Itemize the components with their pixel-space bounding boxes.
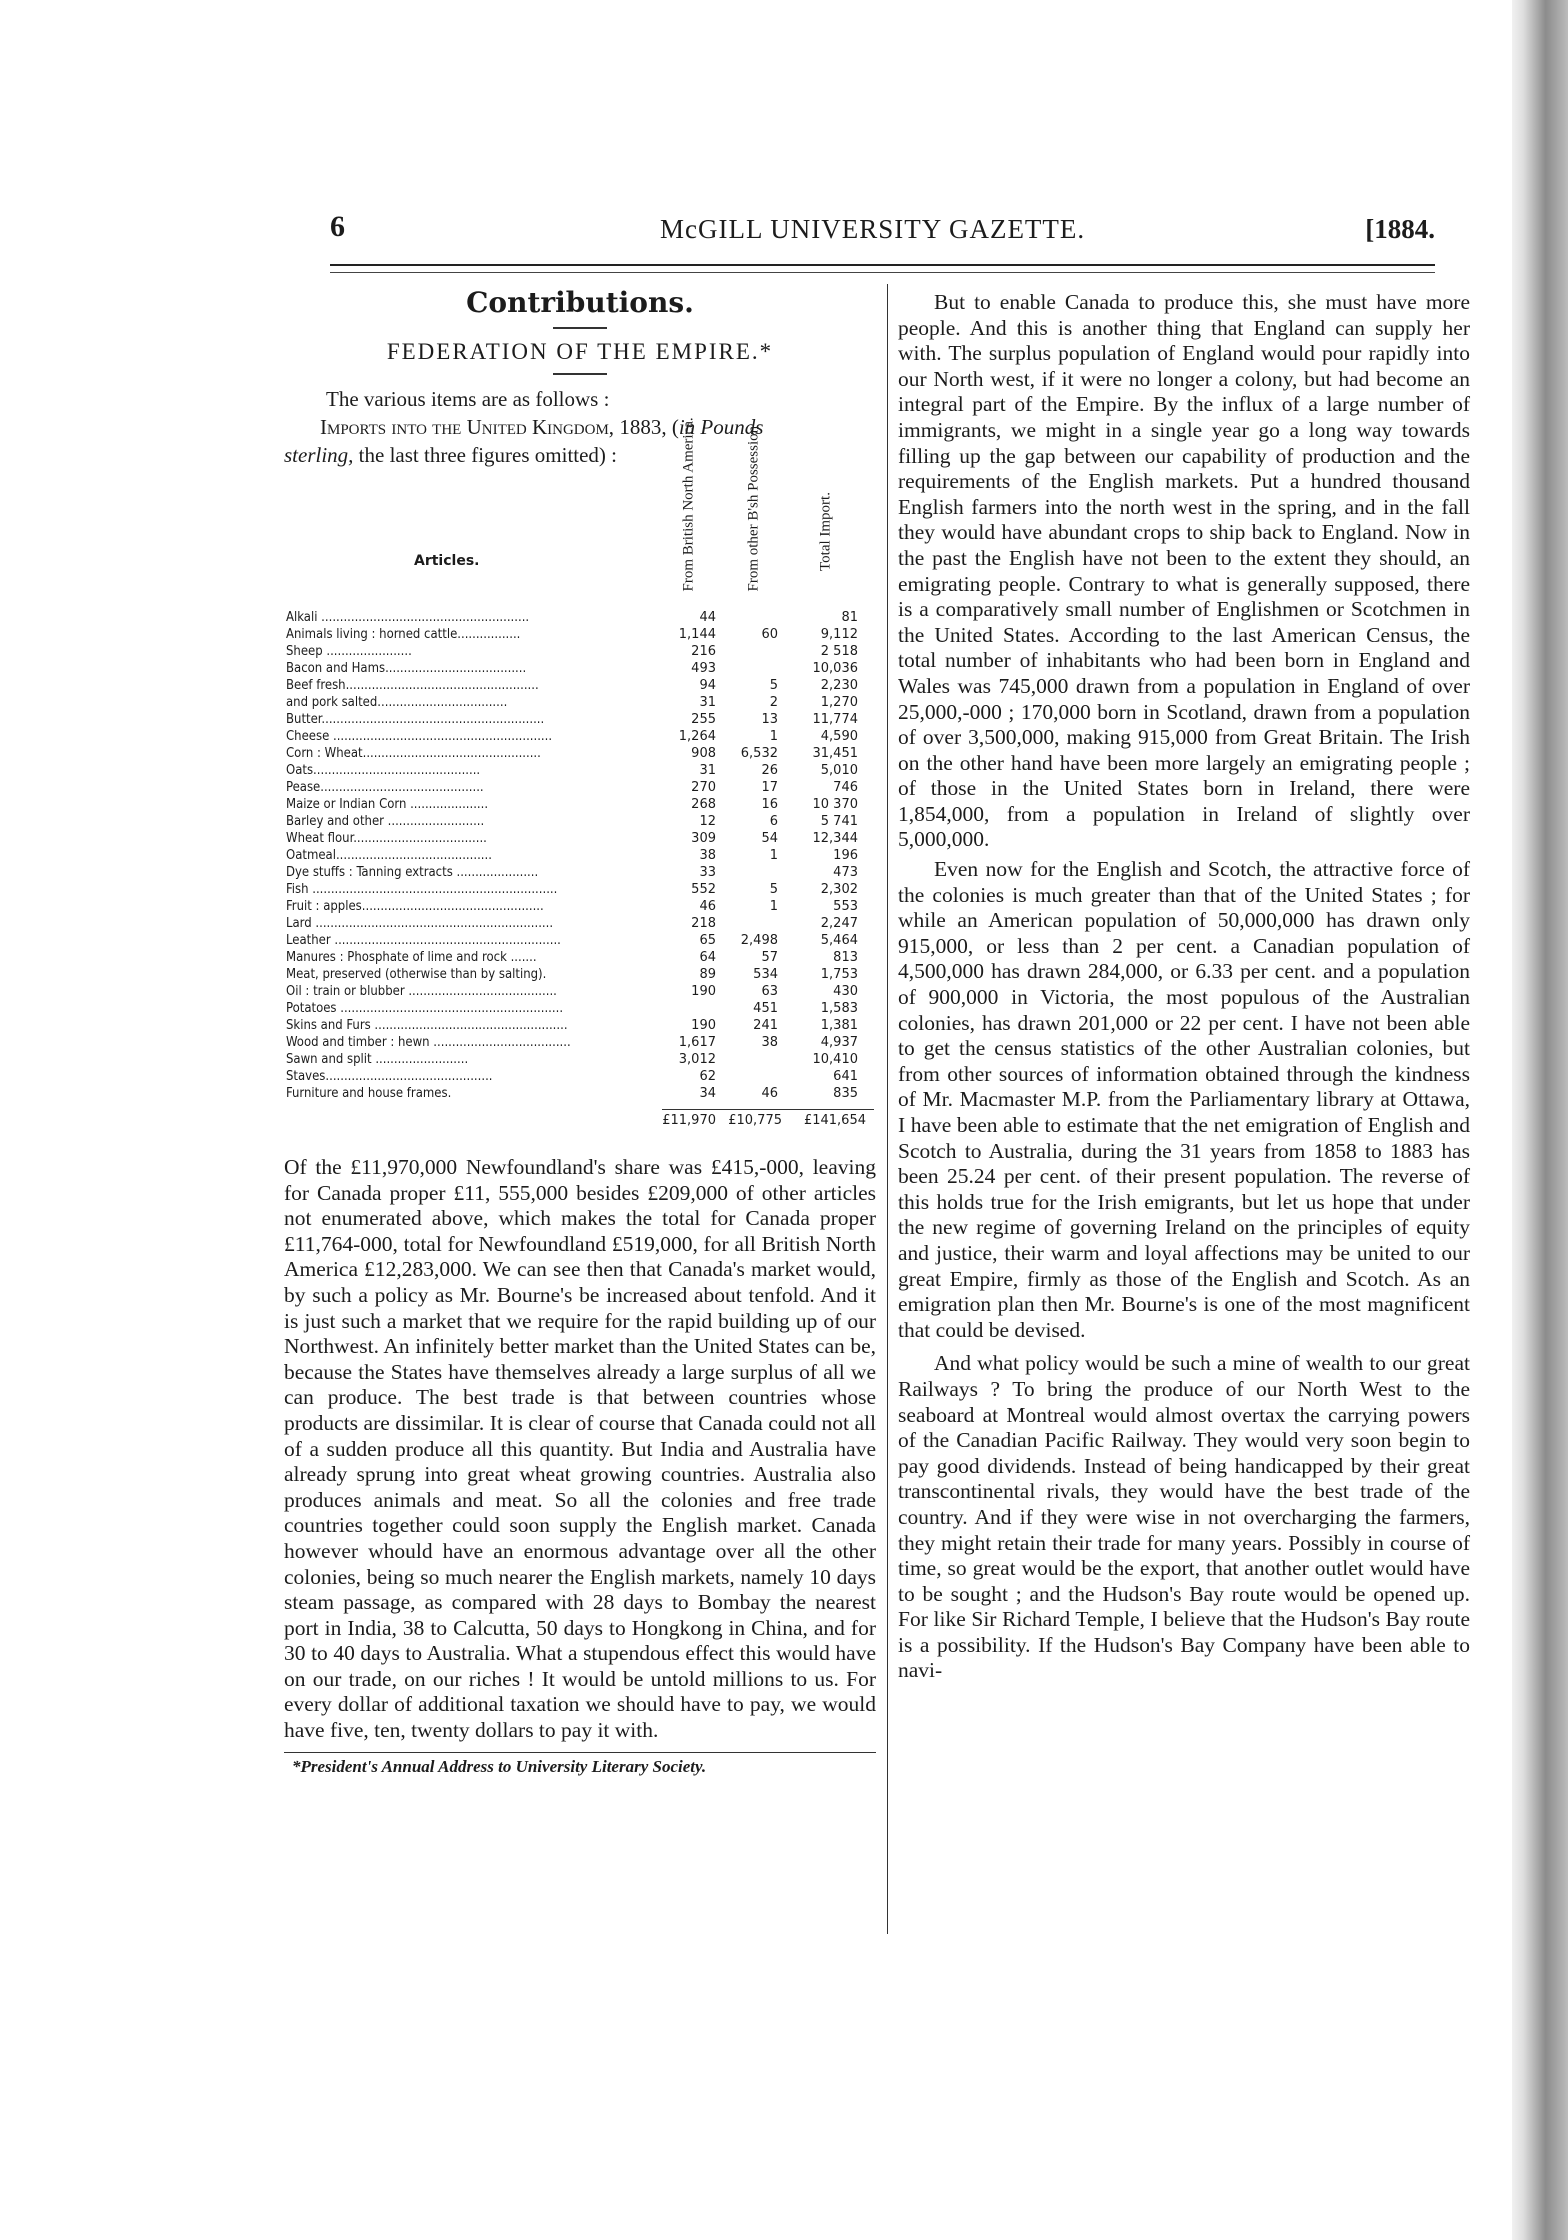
row-col2: 2 [769,695,778,710]
row-col3: 430 [833,984,858,999]
row-label: Fruit : apples................................................. [286,899,544,914]
row-label: Cheese ........................................................... [286,729,553,744]
row-col1: 190 [691,984,716,999]
col2-header: From other B'sh Possession [745,425,762,592]
title-rule [553,327,607,329]
row-col1: 89 [699,967,716,982]
row-col2: 54 [761,831,778,846]
row-col3: 1,753 [820,967,858,982]
row-col1: 3,012 [678,1052,716,1067]
row-col2: 241 [753,1018,778,1033]
right-paragraph-3: And what policy would be such a mine of wealth to our great Railways ? To bring the produce of our North West to the seaboard at Montreal would almost overtax the carrying powers of the Canadian Pacific Railway. They would very soon begin to pay good dividends. Instead of being handicapped by their great transcontinental rivals, they would have the best trade of the country. And if they were wise in not overcharging the farmers, they might retain their trade for many years. Possibly in course of time, so great would be the export, that another outlet would have to be sought ; and the Hudson's Bay route would be opened up. For like Sir Richard Temple, I believe that the Hudson's Bay route is a possibility. If the Hudson's Bay Company have been able to navi- [898,1351,1470,1683]
table-row [286,1034,874,1051]
table-row [286,881,874,898]
section-title: Contributions. [466,286,694,319]
row-col3: 5,010 [820,763,858,778]
row-col1: 268 [691,797,716,812]
row-label: Furniture and house frames. [286,1086,452,1101]
row-col2: 6 [769,814,778,829]
table-row [286,932,874,949]
row-col3: 641 [833,1069,858,1084]
row-col3: 12,344 [812,831,858,846]
footnote: *President's Annual Address to University Literary Society. [292,1756,707,1776]
row-label: Alkali ........................................................ [286,610,530,625]
article-rule [553,373,607,375]
table-row [286,813,874,830]
row-label: Oil : train or blubber ........................................ [286,984,557,999]
row-col2: 2,498 [740,933,778,948]
row-col1: 44 [699,610,716,625]
row-col3: 473 [833,865,858,880]
row-col2: 63 [761,984,778,999]
row-label: and pork salted................................... [286,695,508,710]
row-col3: 1,381 [820,1018,858,1033]
journal-title: McGILL UNIVERSITY GAZETTE. [660,214,1086,244]
row-col1: 12 [699,814,716,829]
row-col3: 5,464 [820,933,858,948]
table-row [286,1000,874,1017]
row-col2: 38 [761,1035,778,1050]
row-col1: 65 [699,933,716,948]
row-label: Butter............................................................ [286,712,545,727]
row-col1: 216 [691,644,716,659]
row-label: Bacon and Hams...................................... [286,661,527,676]
table-row [286,694,874,711]
table-row [286,1017,874,1034]
right-paragraph-1: But to enable Canada to produce this, she must have more people. And this is another thing that England can supply her with. The surplus population of England would pour rapidly into our North west, if it were no longer a colony, but had become an integral part of the Empire. By the influx of a large number of immigrants, we might in a single year go a long way towards filling up the gap between our capability of production and the requirements of the English markets. Put a hundred thousand English farmers into the north west in the spring, and in the fall they would have abundant crops to ship back to England. Now in the past the English have not been to the extent they should, an emigrating people. Contrary to what is generally supposed, there is a comparatively small number of Englishmen or Scotchmen in the United States. According to the last American Census, the total number of inhabitants who had been born in England and Wales was 745,000 drawn from a population in England of over 25,000,-000 ; 170,000 born in Scotland, drawn from a population of over 3,500,000, making 915,000 from Great Britain. The Irish on the other hand have been more largely an emigrating people ; of those in the United States born in Ireland, there were 1,854,000, from a population in Ireland of slightly over 5,000,000. [898,290,1470,852]
row-label: Fish .................................................................. [286,882,558,897]
header-rule [330,264,1435,266]
intro-line: The various items are as follows : [326,387,610,411]
row-label: Meat, preserved (otherwise than by salting). [286,967,547,982]
row-label: Leather ............................................................. [286,933,561,948]
column-divider [887,284,888,1934]
row-label: Corn : Wheat................................................ [286,746,541,761]
row-col3: 553 [833,899,858,914]
table-row [286,677,874,694]
row-label: Skins and Furs .................................................... [286,1018,568,1033]
row-col3: 4,590 [820,729,858,744]
row-label: Oatmeal.......................................... [286,848,492,863]
row-col2: 60 [761,627,778,642]
table-row [286,949,874,966]
col3-header: Total Import. [817,492,834,571]
row-col3: 10,410 [812,1052,858,1067]
row-col3: 10,036 [812,661,858,676]
row-col1: 908 [691,746,716,761]
table-row [286,728,874,745]
row-label: Maize or Indian Corn ..................... [286,797,489,812]
intro-smallcaps: Imports into the United Kingdom, [320,415,615,439]
table-row [286,745,874,762]
row-col3: 5 741 [820,814,858,829]
row-col2: 451 [753,1001,778,1016]
total-col3: £141,654 [803,1113,866,1128]
table-row [286,762,874,779]
row-col2: 17 [761,780,778,795]
row-col1: 1,617 [678,1035,716,1050]
row-label: Sawn and split ......................... [286,1052,469,1067]
total-col1: £11,970 [662,1113,716,1128]
row-col1: 46 [699,899,716,914]
row-label: Barley and other .......................... [286,814,485,829]
intro-italic-2: sterling, [284,443,354,467]
intro-heading [284,413,876,441]
row-label: Wood and timber : hewn ..................................... [286,1035,571,1050]
intro-year: 1883, ( [614,415,679,439]
row-col2: 5 [769,882,778,897]
row-col1: 190 [691,1018,716,1033]
table-row [286,847,874,864]
row-col1: 255 [691,712,716,727]
table-row [286,1051,874,1068]
table-row [286,711,874,728]
articles-header: Articles. [414,553,480,569]
intro-rest: the last three figures omitted) : [353,443,618,467]
totals-rule [662,1109,874,1110]
row-label: Manures : Phosphate of lime and rock ....... [286,950,537,965]
row-col2: 5 [769,678,778,693]
row-col3: 746 [833,780,858,795]
table-row [286,643,874,660]
row-label: Potatoes ............................................................ [286,1001,564,1016]
row-col1: 1,264 [678,729,716,744]
row-col3: 9,112 [820,627,858,642]
row-label: Animals living : horned cattle................. [286,627,521,642]
row-col1: 33 [699,865,716,880]
left-body-paragraph: Of the £11,970,000 Newfoundland's share was £415,-000, leaving for Canada proper £11, 555,000 besides £209,000 of other articles not enumerated above, which makes the total for Canada proper £11,764-000, total for Newfoundland £519,000, for all British North America £12,283,000. We can see then that Canada's market would, by such a policy as Mr. Bourne's be increased about tenfold. And it is just such a market that we require for the rapid building up of our Northwest. An infinitely better market than the United States can be, because the States have themselves already a large surplus of all we can produce. The best trade is that between countries whose products are dissimilar. It is clear of course that Canada could not all of a sudden produce all this quantity. But India and Australia have already sprung into great wheat growing countries. Australia also produces animals and meat. So all the colonies and free trade countries together could soon supply the English market. Canada however whould have an enormous advantage over all the other colonies, being so much nearer the English markets, namely 10 days steam passage, as compared with 28 days to Bombay the nearest port in India, 38 to Calcutta, 50 days to Hongkong in China, and for 30 to 40 days to Australia. What a stupendous effect this would have on our trade, on our riches ! It would be untold millions to us. For every dollar of additional taxation we should have to pay, we would have five, ten, twenty dollars to pay it with. [284,1155,876,1743]
row-col3: 813 [833,950,858,965]
table-row [286,915,874,932]
row-col2: 13 [761,712,778,727]
row-col1: 1,144 [678,627,716,642]
table-row [286,898,874,915]
row-col3: 81 [841,610,858,625]
row-col1: 552 [691,882,716,897]
row-col2: 26 [761,763,778,778]
row-label: Sheep ....................... [286,644,412,659]
table-row [286,779,874,796]
row-col3: 2,247 [820,916,858,931]
table-row [286,1068,874,1085]
header-rule-thin [330,272,1435,273]
row-label: Dye stuffs : Tanning extracts ...................... [286,865,539,880]
row-col1: 218 [691,916,716,931]
table-row [286,830,874,847]
row-col3: 196 [833,848,858,863]
article-title: FEDERATION OF THE EMPIRE.* [386,339,774,364]
footnote-rule [284,1752,876,1753]
row-col1: 270 [691,780,716,795]
row-label: Wheat flour.................................... [286,831,487,846]
row-col1: 309 [691,831,716,846]
row-col3: 11,774 [812,712,858,727]
row-col3: 2,302 [820,882,858,897]
row-col2: 534 [753,967,778,982]
right-paragraph-2: Even now for the English and Scotch, the attractive force of the colonies is much greater than that of the United States ; for while an American population of 50,000,000 has drawn only 915,000, or less than 2 per cent. a Canadian population of 4,500,000 has drawn 284,000, or 6.33 per cent. and a population of 900,000 in Victoria, the most populous of the Australian colonies, has drawn 201,000 or 22 per cent. I have not been able to get the census statistics of the other Australian colonies, but from other sources of information obtained through the kindness of Mr. Macmaster M.P. from the Parliamentary library at Ottawa, I have been able to estimate that the net emigration of English and Scotch to Australia, during the 31 years from 1858 to 1883 has been 25.24 per cent. of their present population. The reverse of this holds true for the Irish emigrants, but let us hope that under the new regime of governing Ireland on the principles of equity and justice, their warm and loyal affections may be united to our great Empire, firmly as those of the English and Scotch. As an emigration plan then Mr. Bourne's is one of the most magnificent that could be devised. [898,857,1470,1342]
row-col3: 10 370 [812,797,858,812]
table-row [286,609,874,626]
row-col2: 57 [761,950,778,965]
row-label: Beef fresh.................................................... [286,678,539,693]
table-row [286,626,874,643]
row-label: Lard ................................................................ [286,916,554,931]
page-header [330,210,1435,256]
row-col3: 2,230 [820,678,858,693]
row-col2: 6,532 [740,746,778,761]
total-col2: £10,775 [728,1113,782,1128]
table-row [286,983,874,1000]
row-col2: 1 [769,729,778,744]
row-col2: 1 [769,899,778,914]
row-col3: 31,451 [812,746,858,761]
row-col1: 493 [691,661,716,676]
row-col3: 835 [833,1086,858,1101]
table-row [286,796,874,813]
row-label: Pease............................................ [286,780,484,795]
col1-header: From British North America. [680,417,697,592]
left-column [284,284,876,1944]
table-row [286,864,874,881]
table-body [286,609,874,1102]
page-number: 6 [330,210,345,243]
row-col1: 64 [699,950,716,965]
table-row [286,966,874,983]
row-col2: 46 [761,1086,778,1101]
row-col1: 31 [699,763,716,778]
row-label: Oats............................................. [286,763,481,778]
row-col1: 62 [699,1069,716,1084]
intro-heading-cont [284,441,876,469]
row-col1: 34 [699,1086,716,1101]
row-col2: 16 [761,797,778,812]
row-col3: 4,937 [820,1035,858,1050]
row-col3: 2 518 [820,644,858,659]
page-edge-shadow [1512,0,1568,2240]
row-label: Staves............................................. [286,1069,493,1084]
row-col3: 1,270 [820,695,858,710]
row-col1: 94 [699,678,716,693]
row-col2: 1 [769,848,778,863]
right-column [898,290,1470,1950]
table-row [286,660,874,677]
totals-row [286,1113,874,1133]
table-row [286,1085,874,1102]
issue-year: [1884. [1365,214,1435,244]
row-col3: 1,583 [820,1001,858,1016]
row-col1: 31 [699,695,716,710]
intro-italic: in Pounds [678,415,764,439]
row-col1: 38 [699,848,716,863]
